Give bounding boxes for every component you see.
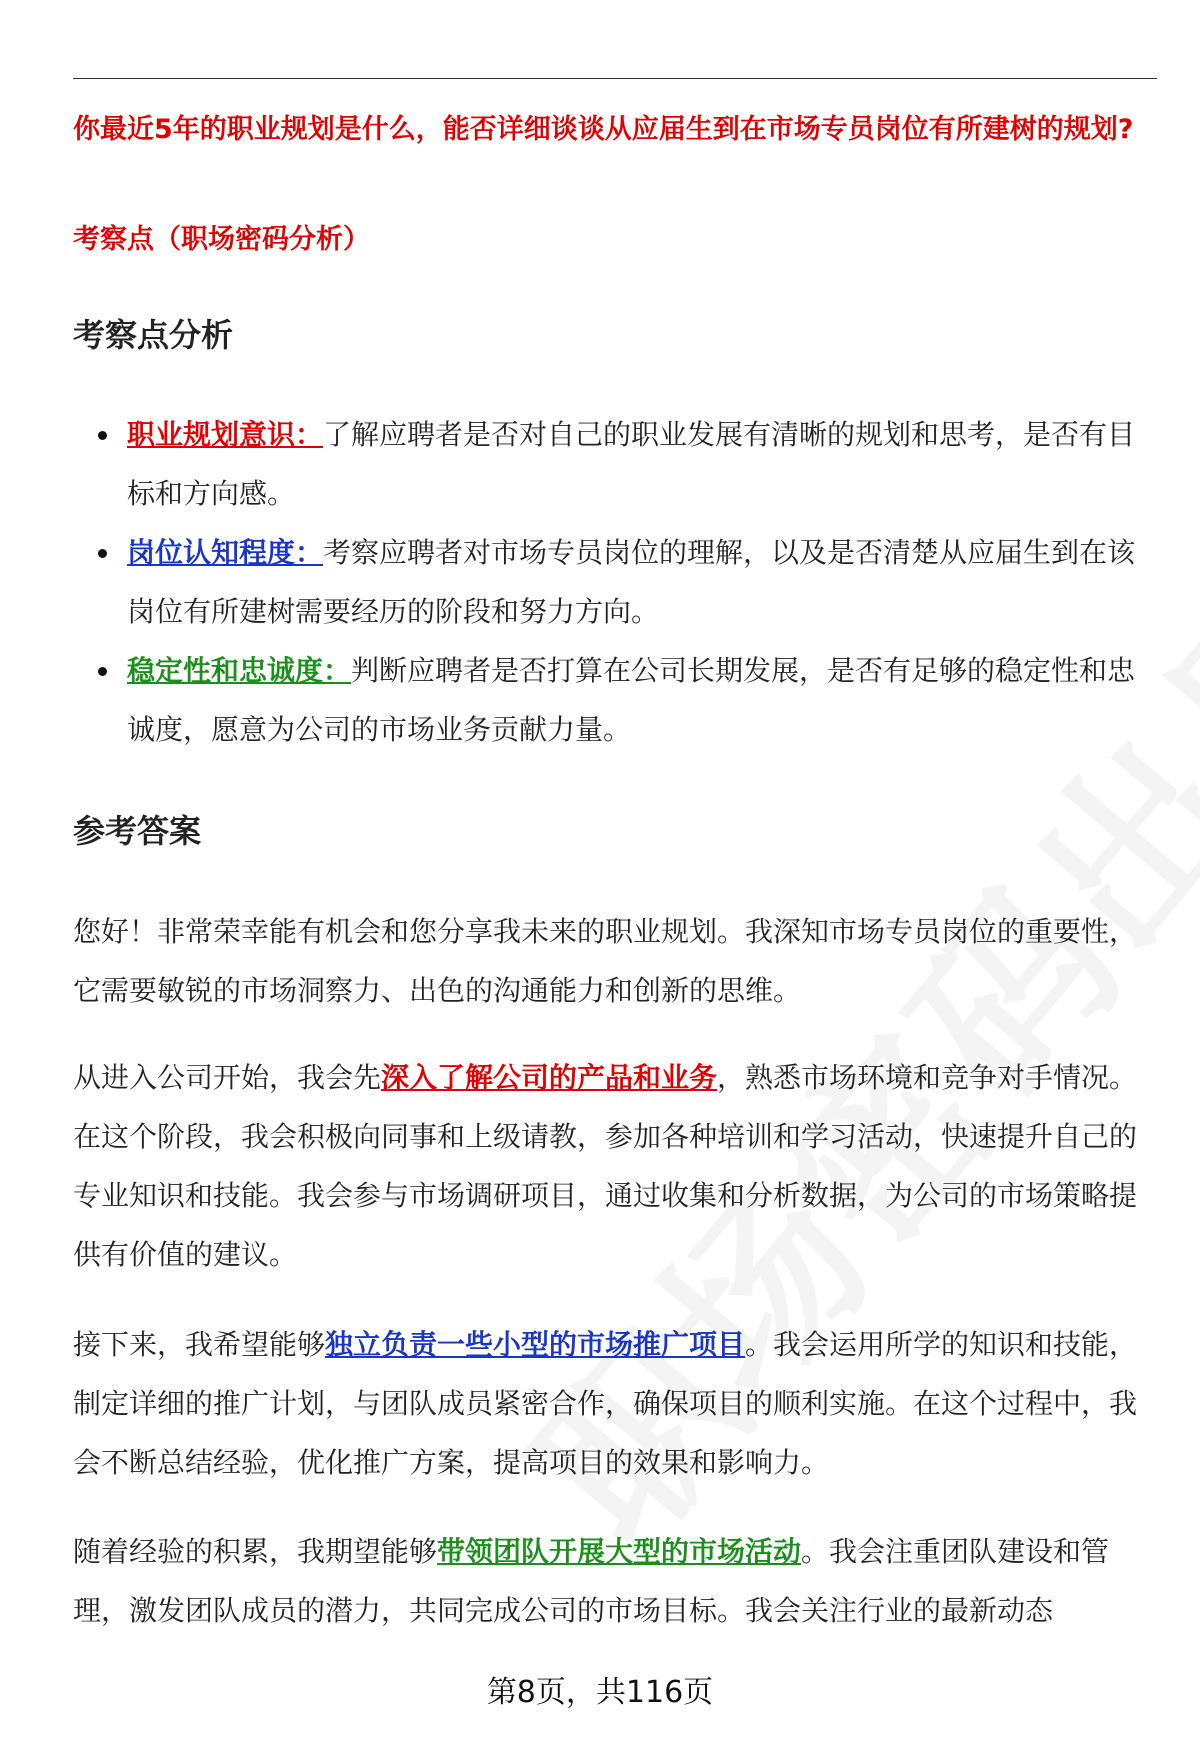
highlight-phrase: 深入了解公司的产品和业务: [381, 1061, 718, 1094]
analysis-list: [73, 405, 1148, 759]
interview-question: 你最近5年的职业规划是什么，能否详细谈谈从应届生到在市场专员岗位有所建树的规划?: [73, 114, 1134, 145]
paragraph-text: 您好！非常荣幸能有机会和您分享我未来的职业规划。我深知市场专员岗位的重要性，它需要敏锐的市场洞察力、出色的沟通能力和创新的思维。: [73, 915, 1138, 1007]
analysis-heading: 考察点分析: [73, 316, 234, 354]
paragraph-text-before: 随着经验的积累，我期望能够: [73, 1535, 438, 1568]
answer-paragraph-stage2: [73, 1315, 1148, 1492]
analysis-item-stability-loyalty: [73, 641, 1148, 759]
highlight-phrase: 带领团队开展大型的市场活动: [437, 1535, 802, 1568]
paragraph-text-after: 。我会运用所学的知识和技能，制定详细的推广计划，与团队成员紧密合作，确保项目的顺利实施。在这个过程中，我会不断总结经验，优化推广方案，提高项目的效果和影响力。: [73, 1328, 1138, 1479]
top-divider: [73, 78, 1157, 79]
answer-paragraph-intro: [73, 902, 1148, 1020]
analysis-item-career-planning: [73, 405, 1148, 523]
highlight-phrase: 独立负责一些小型的市场推广项目: [325, 1328, 746, 1361]
page-number: 第8页，共116页: [486, 1675, 714, 1710]
analysis-text: 判断应聘者是否打算在公司长期发展，是否有足够的稳定性和忠诚度，愿意为公司的市场业务贡献力量。: [127, 654, 1136, 746]
paragraph-text-before: 从进入公司开始，我会先: [73, 1061, 382, 1094]
answer-heading: 参考答案: [73, 812, 202, 850]
paragraph-text-after: 。我会注重团队建设和管理，激发团队成员的潜力，共同完成公司的市场目标。我会关注行业的最新动态: [73, 1535, 1110, 1627]
analysis-item-role-understanding: [73, 523, 1148, 641]
analysis-keyword: 岗位认知程度：: [127, 536, 324, 569]
answer-paragraph-stage1: [73, 1048, 1148, 1284]
analysis-keyword: 稳定性和忠诚度：: [127, 654, 352, 687]
paragraph-text-after: ，熟悉市场环境和竞争对手情况。在这个阶段，我会积极向同事和上级请教，参加各种培训和学习活动，快速提升自己的专业知识和技能。我会参与市场调研项目，通过收集和分析数据，为公司的市场策略提供有价值的建议。: [73, 1061, 1138, 1271]
analysis-text: 了解应聘者是否对自己的职业发展有清晰的规划和思考，是否有目标和方向感。: [127, 418, 1136, 510]
answer-paragraph-stage3: [73, 1522, 1148, 1640]
paragraph-text-before: 接下来，我希望能够: [73, 1328, 326, 1361]
section-subtitle: 考察点（职场密码分析）: [73, 224, 370, 255]
analysis-keyword: 职业规划意识：: [127, 418, 324, 451]
analysis-text: 考察应聘者对市场专员岗位的理解，以及是否清楚从应届生到在该岗位有所建树需要经历的阶段和努力方向。: [127, 536, 1136, 628]
